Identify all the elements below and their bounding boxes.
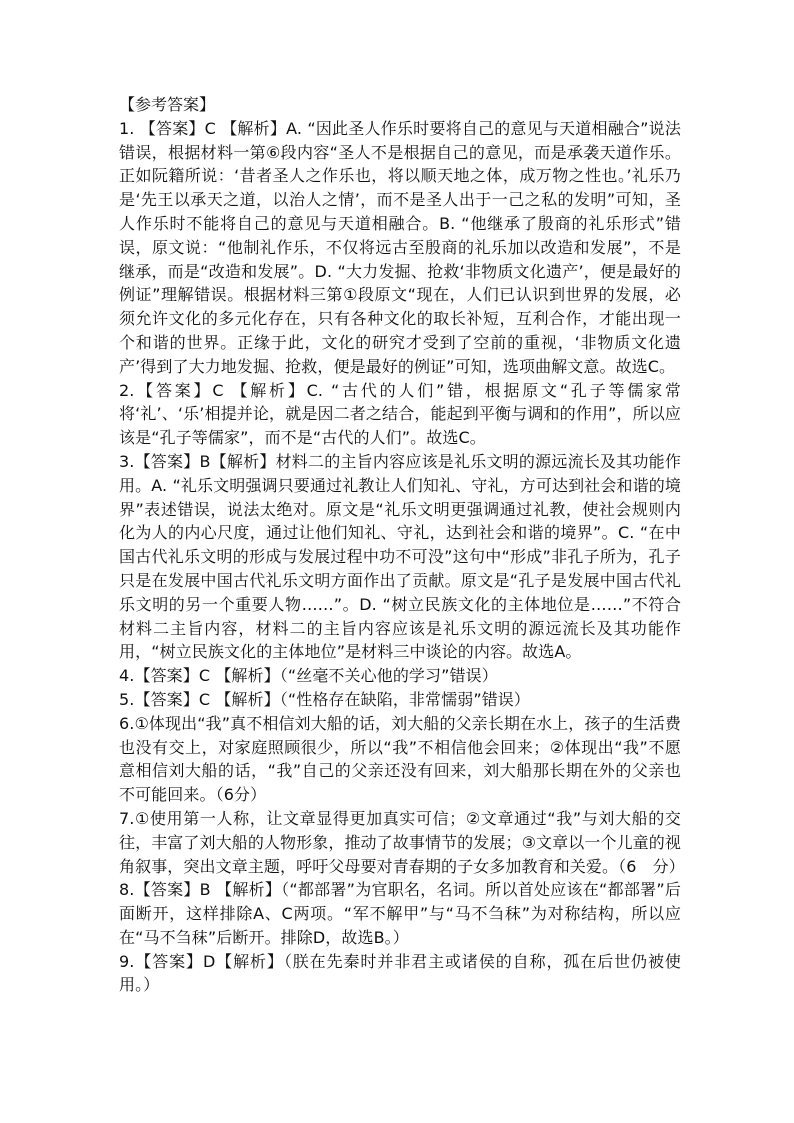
answer-item-4: 4.【答案】C 【解析】（“丝毫不关心他的学习”错误） bbox=[119, 666, 498, 686]
answer-item-7: 7.①使用第一人称，让文章显得更加真实可信；②文章通过“我”与刘大船的交往，丰富了刘大船的人物形象，推动了故事情节的发展；③文章以一个儿童的视角叙事，突出文章主题，呼吁父母要对青春期的子女多加教育和关爱。（6 分） bbox=[119, 808, 685, 876]
reference-answers-heading: 【参考答案】 bbox=[119, 95, 216, 114]
answer-item-9: 9.【答案】D【解析】（朕在先秦时并非君主或诸侯的自称，孤在后世仍被使用。） bbox=[119, 951, 681, 995]
answer-item-1: 1. 【答案】C 【解析】A. “因此圣人作乐时要将自己的意见与天道相融合”说法错误，根据材料一第⑥段内容“圣人不是根据自己的意见，而是承袭天道作乐。正如阮籍所说：‘昔者圣人之作乐也，将以顺天地之体，成万物之性也。’礼乐乃是‘先王以承天之道，以治人之情’，而不是圣人出于一己之私的发明”可知，圣人作乐时不能将自己的意见与天道相融合。B. “他继承了殷商的礼乐形式”错误，原文说：“他制礼作乐，不仅将远古至殷商的礼乐加以改造和发展”，不是继承，而是“改造和发展”。D. “大力发掘、抢救‘非物质文化遗产’，便是最好的例证”理解错误。根据材料三第①段原文“现在，人们已认识到世界的发展，必须允许文化的多元化存在，只有各种文化的取长补短，互利合作，才能出现一个和谐的世界。正缘于此，文化的研究才受到了空前的重视，‘非物质文化遗产’得到了大力地发掘、抢救，便是最好的例证”可知，选项曲解文意。故选C。 bbox=[119, 118, 681, 376]
answer-item-3: 3.【答案】B【解析】材料二的主旨内容应该是礼乐文明的源远流长及其功能作用。A. “礼乐文明强调只要通过礼教让人们知礼、守礼，方可达到社会和谐的境界”表述错误，说法太绝对。原文是“礼乐文明更强调通过礼教，使社会规则内化为人的内心尺度，通过让他们知礼、守礼，达到社会和谐的境界”。C. “在中国古代礼乐文明的形成与发展过程中功不可没”这句中“形成”非孔子所为，孔子只是在发展中国古代礼乐文明方面作出了贡献。原文是“孔子是发展中国古代礼乐文明的另一个重要人物……”。D. “树立民族文化的主体地位是……”不符合材料二主旨内容，材料二的主旨内容应该是礼乐文明的源远流长及其功能作用，“树立民族文化的主体地位”是材料三中谈论的内容。故选A。 bbox=[119, 451, 681, 662]
answer-item-8: 8.【答案】B 【解析】（“都部署”为官职名，名词。所以首处应该在“都部署”后面断开，这样排除A、C两项。“军不解甲”与“马不刍秣”为对称结构，所以应在“马不刍秣”后断开。排除D，故选B。） bbox=[119, 880, 681, 947]
answer-item-6: 6.①体现出“我”真不相信刘大船的话，刘大船的父亲长期在水上，孩子的生活费也没有交上，对家庭照顾很少，所以“我”不相信他会回来；②体现出“我”不愿意相信刘大船的话，“我”自己的父亲还没有回来，刘大船那长期在外的父亲也不可能回来。（6分） bbox=[119, 713, 681, 805]
answer-item-2: 2.【答案】C 【解析】C. “古代的人们”错，根据原文“孔子等儒家常将‘礼’、‘乐’相提并论，就是因二者之结合，能起到平衡与调和的作用”，所以应该是“孔子等儒家”，而不是“古代的人们”。故选C。 bbox=[119, 380, 681, 448]
answer-item-5: 5.【答案】C 【解析】（“性格存在缺陷，非常懦弱”错误） bbox=[119, 689, 531, 709]
answer-document bbox=[119, 93, 685, 997]
